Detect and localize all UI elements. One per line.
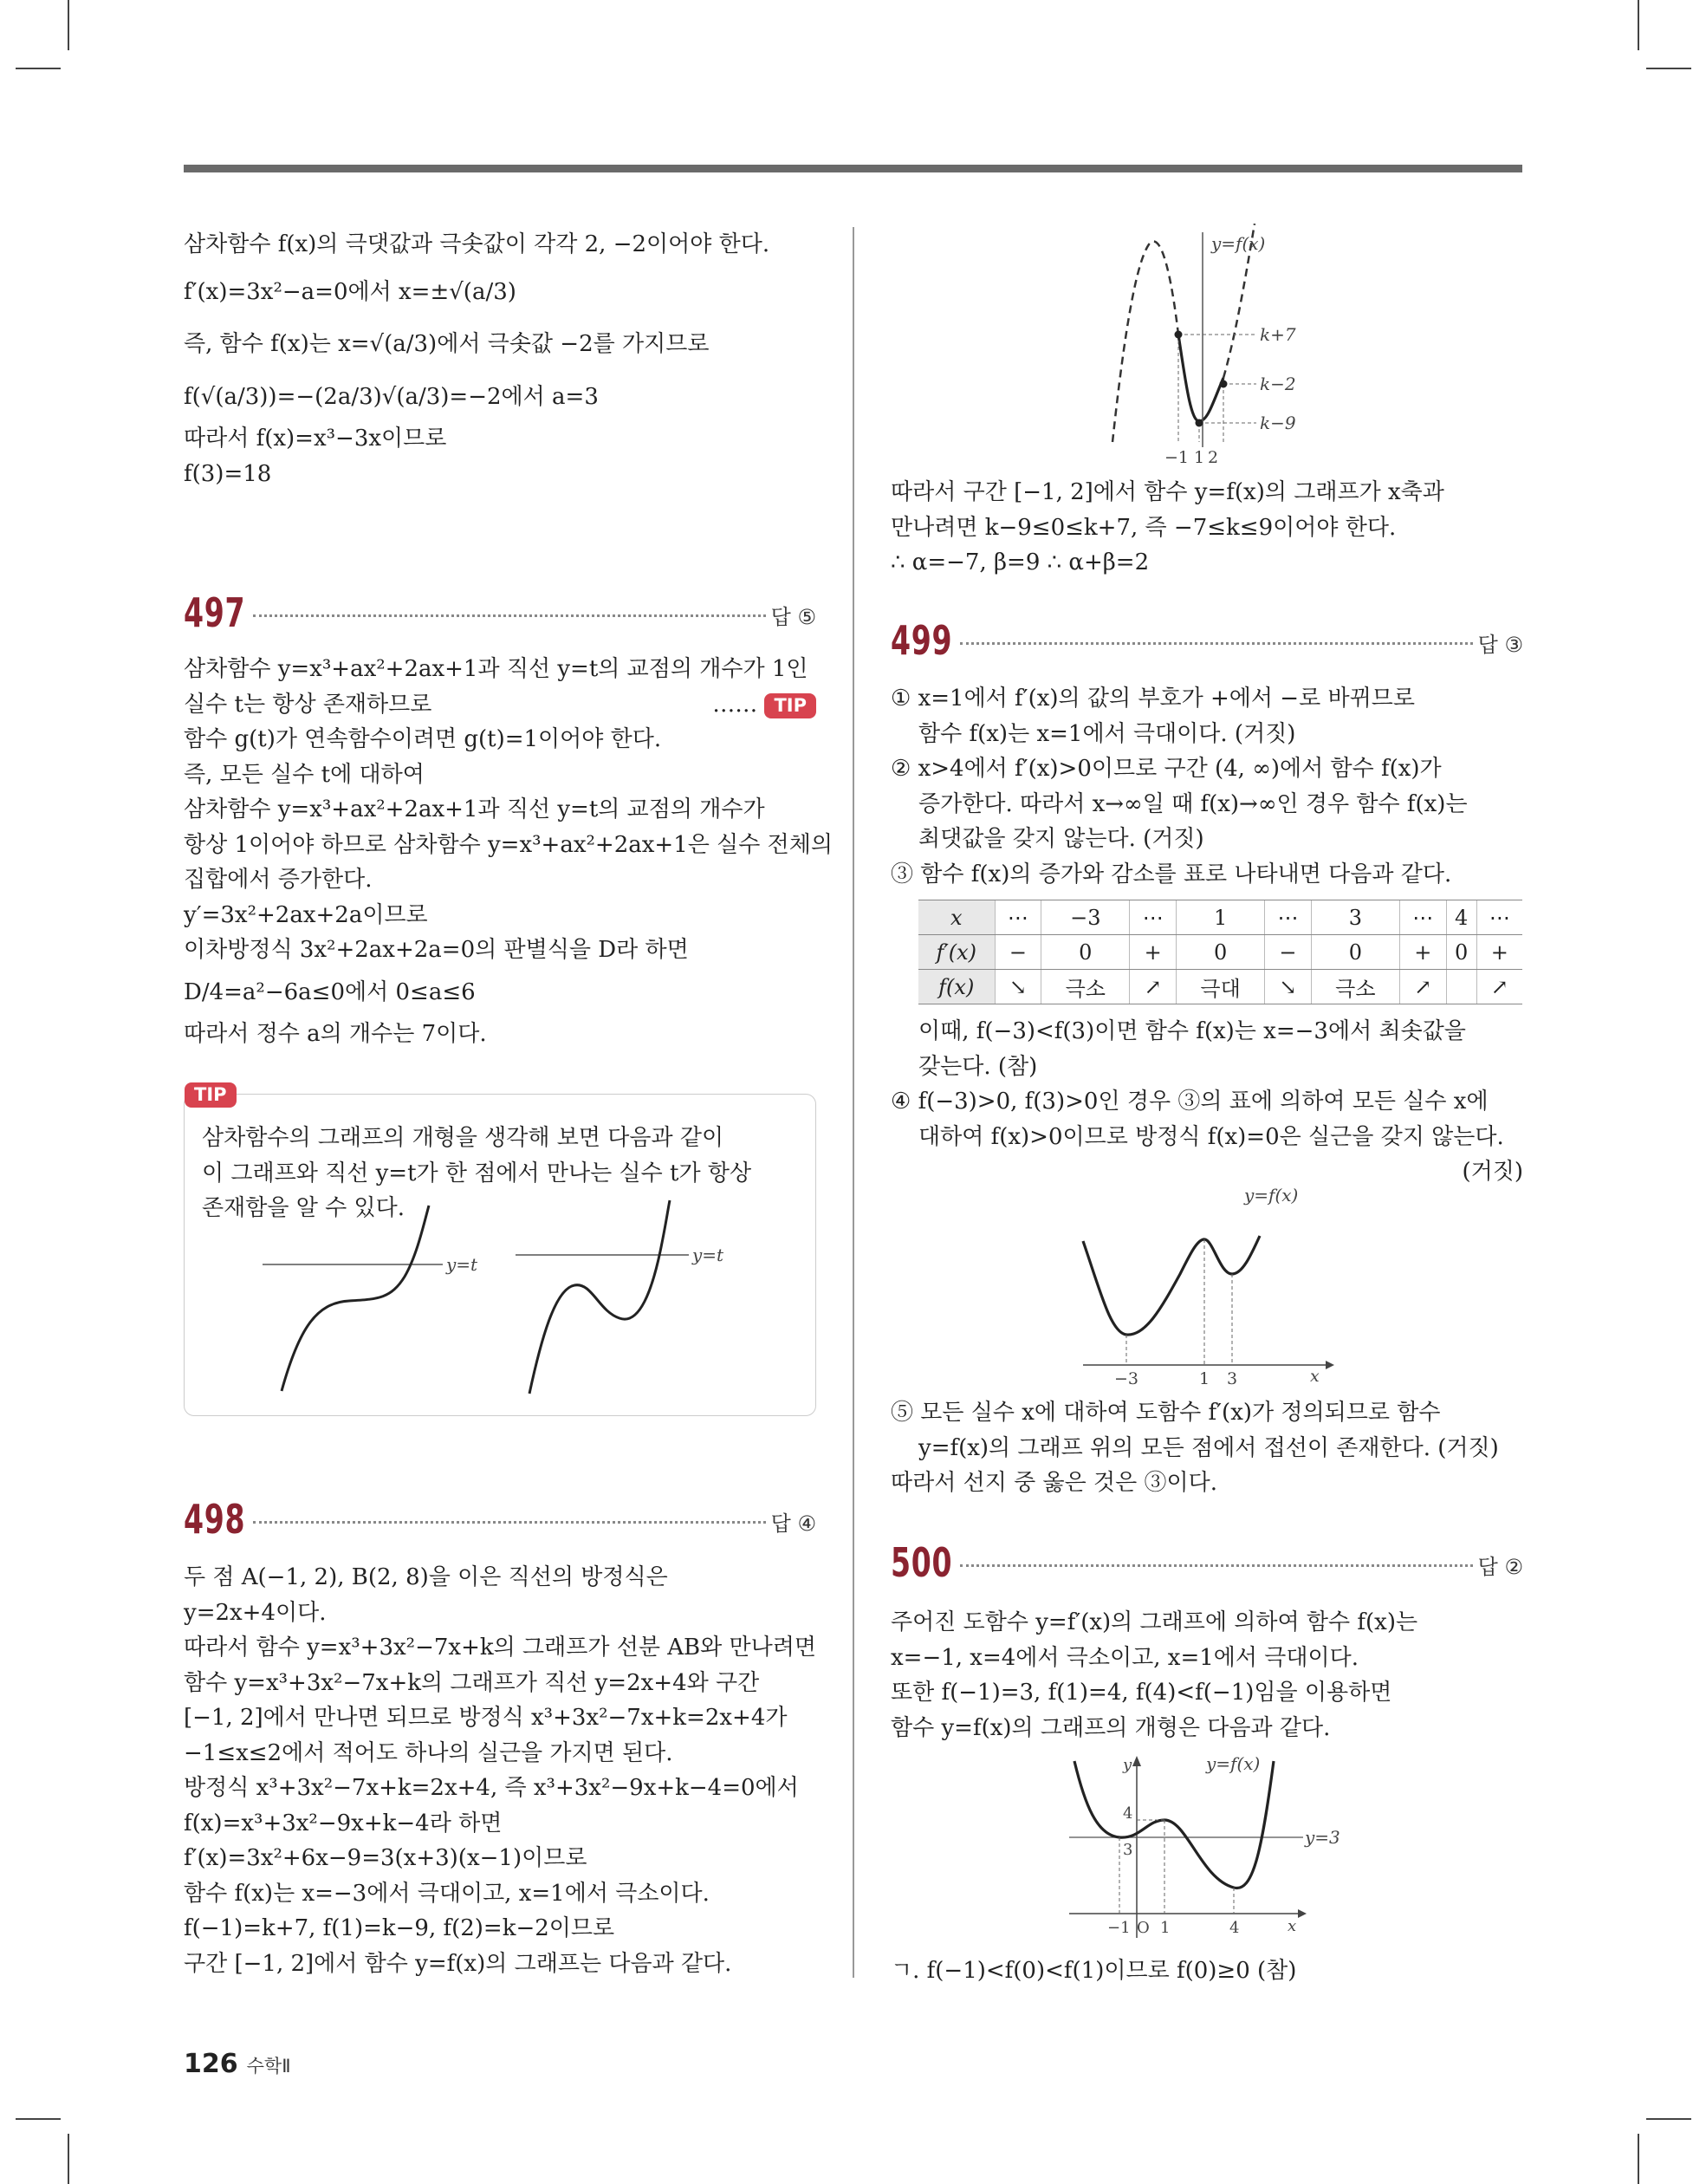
text-line: f(−1)=k+7, f(1)=k−9, f(2)=k−2이므로 [184,1915,615,1941]
graph-500 [1057,1749,1352,1945]
solution-499-part-a [891,681,1523,892]
problem-header-498 [184,1496,816,1548]
text-line: f(√(a/3))=−(2a/3)√(a/3)=−2에서 a=3 [184,383,599,410]
table-cell: 극소 [1311,970,1399,1004]
table-cell: ↘ [1265,970,1312,1004]
table-cell: ⋯ [1130,900,1177,935]
text-line: (거짓) [1462,1159,1523,1185]
text-span: 실수 t는 항상 존재하므로 [184,691,432,718]
increase-decrease-table [918,900,1522,1004]
text-line [184,687,816,723]
table-cell [1446,970,1476,1004]
text-line: 삼차함수 y=x³+ax²+2ax+1과 직선 y=t의 교점의 개수가 [184,796,765,822]
text-line: 집합에서 증가한다. [184,867,373,893]
y-label: k+7 [1260,324,1296,345]
solution-499-part-b [891,1014,1523,1190]
text-line: 따라서 선지 중 옳은 것은 ③이다. [891,1470,1217,1496]
tip-graphs [185,1095,815,1415]
text-line: ③ 함수 f(x)의 증가와 감소를 표로 나타내면 다음과 같다. [891,861,1452,887]
tip-label: TIP [185,1082,237,1108]
table-cell: + [1399,935,1446,970]
graph-label: y=t [692,1245,724,1265]
text-line: 함수 y=f(x)의 그래프의 개형은 다음과 같다. [891,1714,1331,1741]
table-cell: ⋯ [1265,900,1312,935]
text-line: y=2x+4이다. [184,1599,327,1626]
dotted-leader [253,1521,766,1524]
text-line: y=f(x)의 그래프 위의 모든 점에서 접선이 존재한다. (거짓) [918,1434,1499,1461]
table-row [918,970,1522,1004]
crop-mark [1646,2118,1691,2120]
table-cell: ↗ [1399,970,1446,1004]
text-line: 증가한다. 따라서 x→∞일 때 f(x)→∞인 경우 함수 f(x)는 [918,790,1468,817]
column-divider [853,227,854,1978]
page-number: 126 [184,2049,238,2079]
solution-498 [184,1560,816,1981]
problem-header-499 [891,617,1523,669]
axis-label: y [1123,1756,1132,1774]
axis-label: x [1288,1917,1297,1935]
answer-badge: 답 ② [1477,1555,1523,1579]
problem-number: 500 [891,1539,953,1586]
x-label: 4 [1229,1919,1240,1937]
curve [1083,1236,1260,1335]
x-label: 3 [1227,1369,1238,1387]
crop-mark [16,2118,61,2120]
text-line: x=−1, x=4에서 극소이고, x=1에서 극대이다. [891,1644,1359,1671]
solution-498-continued [891,475,1523,581]
text-line: f′(x)=3x²+6x−9=3(x+3)(x−1)이므로 [184,1845,587,1871]
table-cell: 0 [1446,935,1476,970]
answer-badge: 답 ④ [770,1511,816,1536]
table-cell: ↗ [1130,970,1177,1004]
dotted-leader [960,642,1473,645]
solid-curve-segment [1178,335,1223,421]
y-label: k−9 [1260,413,1296,433]
curve-label: y=f(x) [1244,1187,1299,1206]
dotted-leader [253,614,766,617]
text-line: y′=3x²+2ax+2a이므로 [184,901,428,928]
text-line: 갖는다. (참) [918,1053,1038,1080]
table-cell: − [995,935,1041,970]
text-line: 만나려면 k−9≤0≤k+7, 즉 −7≤k≤9이어야 한다. [891,514,1397,541]
table-cell: 4 [1446,900,1476,935]
problem-number: 498 [184,1496,246,1543]
text-line: 즉, 모든 실수 t에 대하여 [184,761,425,788]
page-footer [184,2049,291,2079]
text-line: 삼차함수의 그래프의 개형을 생각해 보면 다음과 같이 [202,1125,724,1151]
text-line: 즉, 함수 f(x)는 x=√(a/3)에서 극솟값 −2를 가지므로 [184,331,710,357]
y-label: k−2 [1260,374,1296,394]
x-label: 1 [1160,1919,1171,1937]
header-rule [184,165,1522,172]
crop-mark [1638,0,1639,50]
crop-mark [1638,2134,1639,2184]
text-line: f(x)=x³+3x²−9x+k−4라 하면 [184,1810,503,1836]
line-label: y=3 [1305,1827,1340,1848]
table-cell: 극소 [1041,970,1130,1004]
x-label: −1 [1164,448,1190,467]
text-line: ① x=1에서 f′(x)의 값의 부호가 +에서 −로 바뀌므로 [891,686,1415,712]
tip-badge: TIP [764,693,816,718]
text-line: 이때, f(−3)<f(3)이면 함수 f(x)는 x=−3에서 최솟값을 [918,1018,1466,1044]
text-line: ② x>4에서 f′(x)>0이므로 구간 (4, ∞)에서 함수 f(x)가 [891,756,1442,782]
y-label: 3 [1123,1841,1133,1859]
text-line: 항상 1이어야 하므로 삼차함수 y=x³+ax²+2ax+1은 실수 전체의 [184,831,833,858]
text-line: ∴ α=−7, β=9 ∴ α+β=2 [891,549,1150,575]
tip-box [184,1084,816,1416]
problem-header-500 [891,1539,1523,1591]
table-cell: 0 [1311,935,1399,970]
x-label: 1 [1199,1369,1210,1387]
answer-badge: 답 ③ [1477,633,1523,657]
cubic-curve-with-extrema [529,1200,670,1394]
text-line: 함수 f(x)는 x=1에서 극대이다. (거짓) [918,720,1296,747]
y-label: 4 [1123,1804,1133,1823]
text-line: 함수 y=x³+3x²−7x+k의 그래프가 직선 y=2x+4와 구간 [184,1669,760,1696]
text-line: 삼차함수 f(x)의 극댓값과 극솟값이 각각 2, −2이어야 한다. [184,231,770,257]
crop-mark [16,68,61,69]
x-axis-arrow [1298,1909,1307,1918]
text-line: 따라서 f(x)=x³−3x이므로 [184,426,447,452]
text-line: 함수 g(t)가 연속함수이려면 g(t)=1이어야 한다. [184,726,662,752]
curve-label: y=f(x) [1211,233,1266,254]
intro-solution [184,227,816,491]
answer-badge: 답 ⑤ [770,605,816,629]
table-cell: −3 [1041,900,1130,935]
x-label: −3 [1114,1369,1139,1387]
table-cell: ⋯ [1476,900,1522,935]
text-line: ㄱ. f(−1)<f(0)<f(1)이므로 f(0)≥0 (참) [891,1958,1297,1984]
x-label: −1 [1107,1919,1131,1937]
x-axis-arrow [1326,1361,1334,1369]
text-line: 삼차함수 y=x³+ax²+2ax+1과 직선 y=t의 교점의 개수가 1인 [184,656,808,682]
axis-label: x [1310,1367,1320,1386]
text-line: 최댓값을 갖지 않는다. (거짓) [918,826,1204,852]
table-cell: 3 [1311,900,1399,935]
text-line: f(3)=18 [184,460,272,487]
table-cell: ↘ [995,970,1041,1004]
text-line: f′(x)=3x²−a=0에서 x=±√(a/3) [184,278,516,305]
table-cell: f′(x) [918,935,995,970]
table-cell: ↗ [1476,970,1522,1004]
text-line: 구간 [−1, 2]에서 함수 y=f(x)의 그래프는 다음과 같다. [184,1950,732,1977]
curve [1074,1761,1274,1888]
point [1196,419,1203,427]
subject-label: 수학Ⅱ [246,2056,291,2077]
crop-mark [1646,68,1691,69]
problem-number: 499 [891,617,953,664]
solution-500-continued [891,1953,1523,1989]
tip-reference: …… TIP [712,687,816,723]
table-cell: 0 [1177,935,1265,970]
solution-497 [184,652,833,1052]
text-line: 주어진 도함수 y=f′(x)의 그래프에 의하여 함수 f(x)는 [891,1609,1418,1635]
point [1220,380,1228,388]
table-cell: 1 [1177,900,1265,935]
solution-499-part-c [891,1395,1523,1501]
text-line: ⑤ 모든 실수 x에 대하여 도함수 f′(x)가 정의되므로 함수 [891,1400,1441,1426]
graph-499 [1074,1187,1352,1387]
text-line: [−1, 2]에서 만나면 되므로 방정식 x³+3x²−7x+k=2x+4가 [184,1705,788,1731]
text-line: 또한 f(−1)=3, f(1)=4, f(4)<f(−1)임을 이용하면 [891,1680,1392,1706]
text-line: 따라서 구간 [−1, 2]에서 함수 y=f(x)의 그래프가 x축과 [891,479,1444,505]
table-cell: + [1130,935,1177,970]
x-label: 1 [1194,448,1205,467]
table-row [918,900,1522,935]
curve-label: y=f(x) [1206,1753,1261,1774]
text-line: 이차방정식 3x²+2ax+2a=0의 판별식을 D라 하면 [184,937,689,963]
table-cell: 극대 [1177,970,1265,1004]
table-cell: − [1265,935,1312,970]
problem-header-497 [184,589,816,641]
table-row [918,935,1522,970]
text-line: 따라서 정수 a의 개수는 7이다. [184,1021,487,1047]
text-line: 이 그래프와 직선 y=t가 한 점에서 만나는 실수 t가 항상 [202,1160,752,1186]
cubic-curve-increasing [282,1206,429,1391]
graph-label: y=t [446,1254,478,1275]
text-line: −1≤x≤2에서 적어도 하나의 실근을 가지면 된다. [184,1739,673,1766]
dashed-curve-left [1112,242,1178,442]
graph-498 [1100,224,1395,475]
text-line: 함수 f(x)는 x=−3에서 극대이고, x=1에서 극소이다. [184,1880,710,1907]
origin-label: O [1137,1919,1150,1937]
text-line: 존재함을 알 수 있다. [202,1195,405,1221]
table-cell: + [1476,935,1522,970]
crop-mark [68,0,69,50]
table-cell: f(x) [918,970,995,1004]
x-label: 2 [1208,448,1219,467]
table-cell: x [918,900,995,935]
text-line: 대하여 f(x)>0이므로 방정식 f(x)=0은 실근을 갖지 않는다. [918,1123,1504,1150]
text-line: 두 점 A(−1, 2), B(2, 8)을 이은 직선의 방정식은 [184,1564,668,1590]
point [1175,331,1183,339]
text-line: ④ f(−3)>0, f(3)>0인 경우 ③의 표에 의하여 모든 실수 x에 [891,1089,1489,1115]
table-cell: 0 [1041,935,1130,970]
y-axis-arrow [1132,1756,1141,1766]
table-cell: ⋯ [1399,900,1446,935]
text-line: 방정식 x³+3x²−7x+k=2x+4, 즉 x³+3x²−9x+k−4=0에서 [184,1775,799,1801]
text-line: 따라서 함수 y=x³+3x²−7x+k의 그래프가 선분 AB와 만나려면 [184,1635,816,1661]
crop-mark [68,2134,69,2184]
table-cell: ⋯ [995,900,1041,935]
dotted-leader [960,1564,1473,1567]
problem-number: 497 [184,589,246,636]
solution-500 [891,1605,1523,1745]
text-line: D/4=a²−6a≤0에서 0≤a≤6 [184,978,476,1005]
